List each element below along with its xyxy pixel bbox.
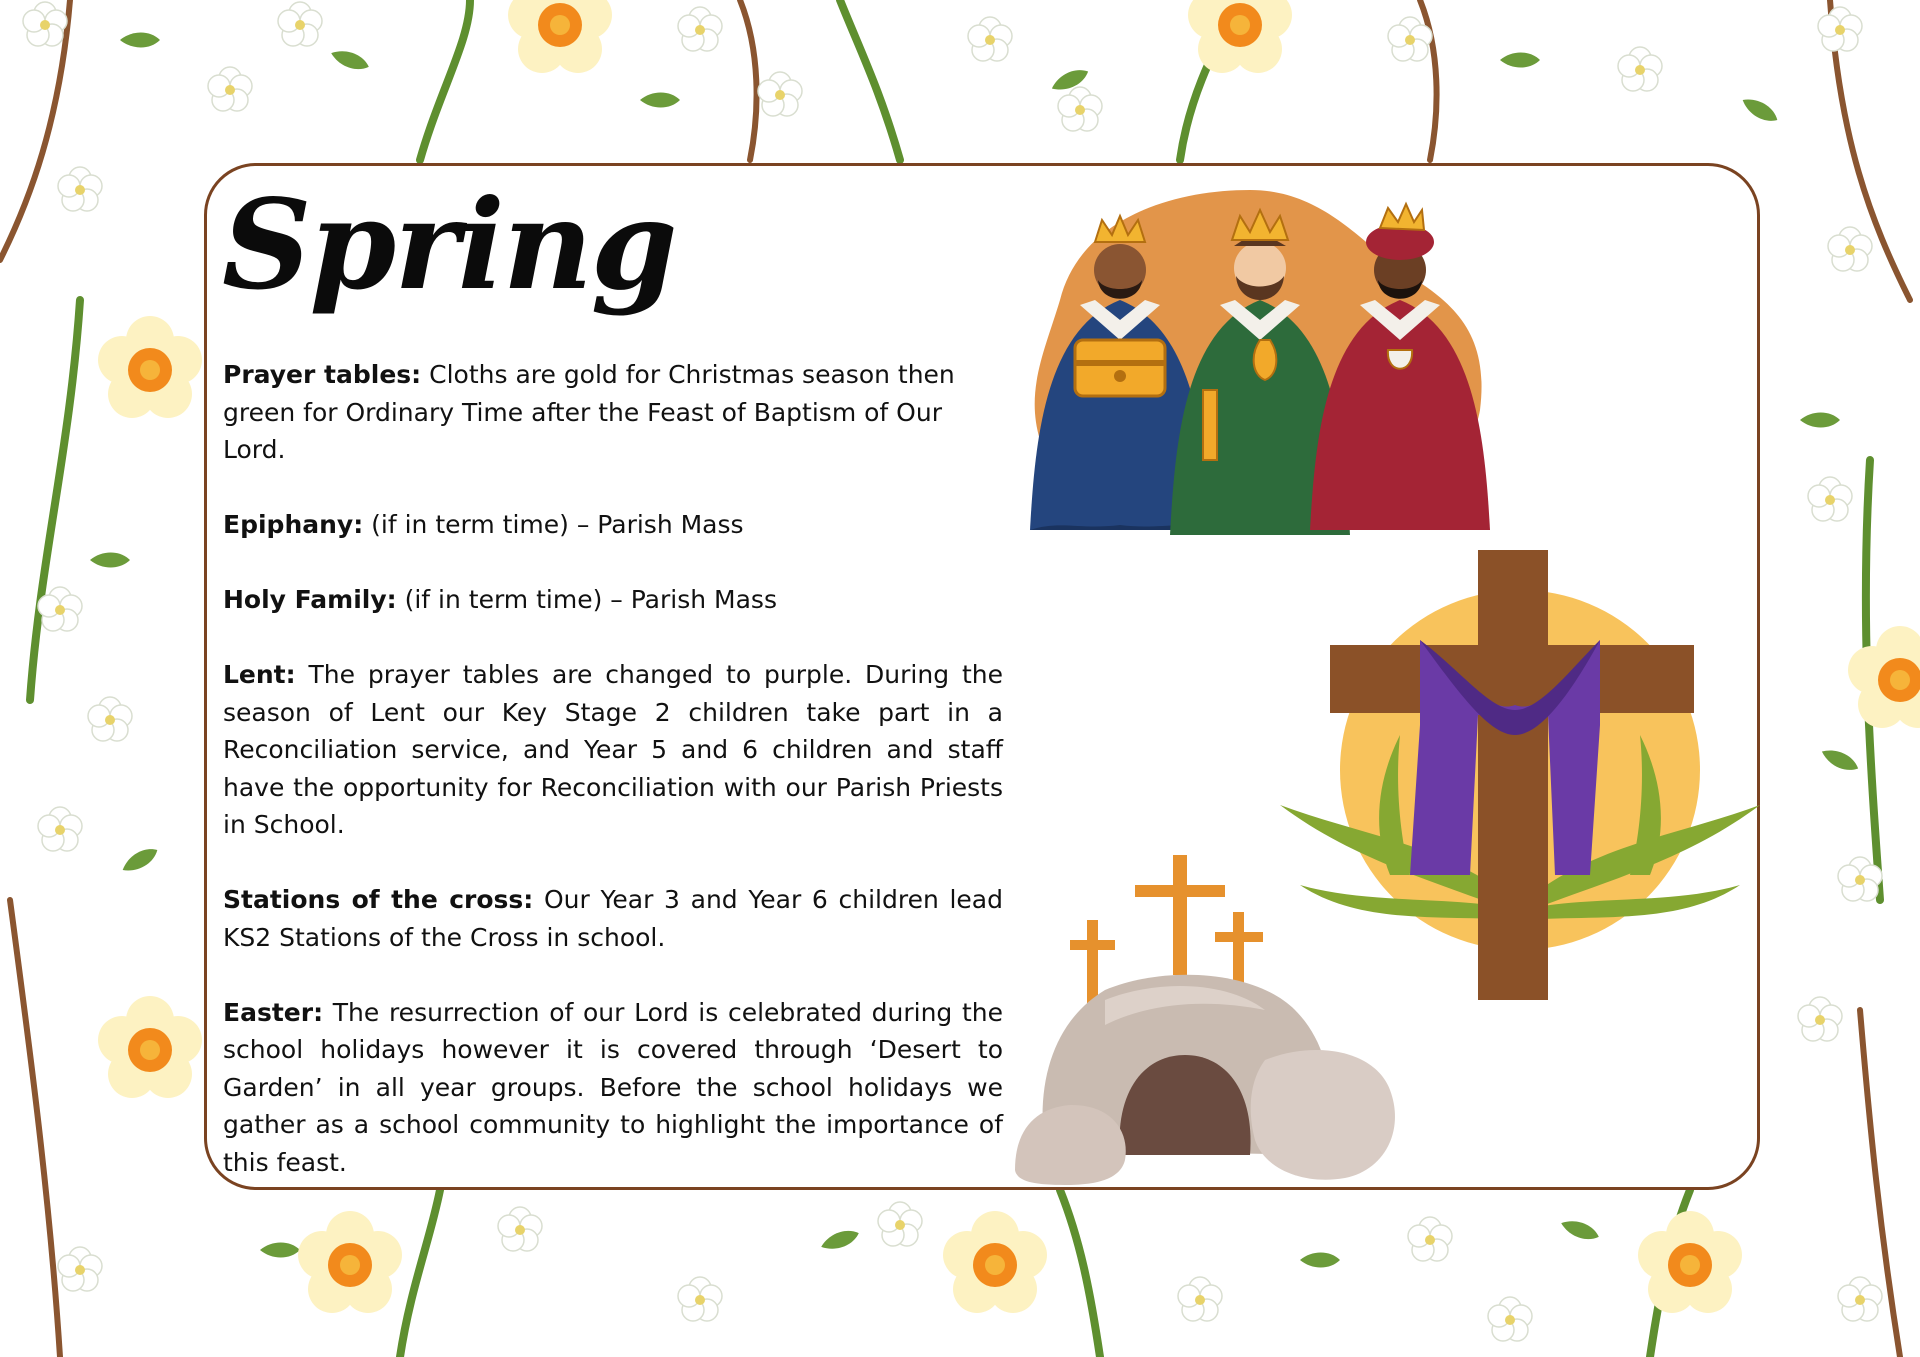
section-heading: Epiphany: <box>223 510 364 539</box>
section-text: (if in term time) – Parish Mass <box>371 510 744 539</box>
content-body <box>223 356 1003 1219</box>
section-text: (if in term time) – Parish Mass <box>404 585 777 614</box>
section-stations-of-the-cross <box>223 881 1003 956</box>
section-heading: Prayer tables: <box>223 360 422 389</box>
section-heading: Stations of the cross: <box>223 885 534 914</box>
three-wise-men-icon <box>1020 180 1500 540</box>
empty-tomb-icon <box>1015 850 1405 1185</box>
section-holy-family <box>223 581 1003 619</box>
section-heading: Holy Family: <box>223 585 397 614</box>
section-heading: Lent: <box>223 660 296 689</box>
section-text: The prayer tables are changed to purple. During the season of Lent our Key Stage 2 children take part in a Reconciliation service, and Year 5 and 6 children and staff have the opportunity for Reconciliation with our Parish Priests in School. <box>223 660 1003 839</box>
section-lent <box>223 656 1003 844</box>
section-text: The resurrection of our Lord is celebrated during the school holidays however it is covered through ‘Desert to Garden’ in all year groups. Before the school holidays we gather as a school community to highlight the importance of this feast. <box>223 997 1004 1177</box>
section-text: Cloths are gold for Christmas season then green for Ordinary Time after the Feast of Baptism of Our Lord. <box>223 360 955 464</box>
page-title: Spring <box>222 173 676 318</box>
section-epiphany <box>223 506 1003 544</box>
section-text: Our Year 3 and Year 6 children lead KS2 Stations of the Cross in school. <box>223 885 1003 952</box>
section-prayer-tables <box>223 356 1003 469</box>
section-easter <box>223 994 1003 1182</box>
section-heading: Easter: <box>223 997 324 1027</box>
